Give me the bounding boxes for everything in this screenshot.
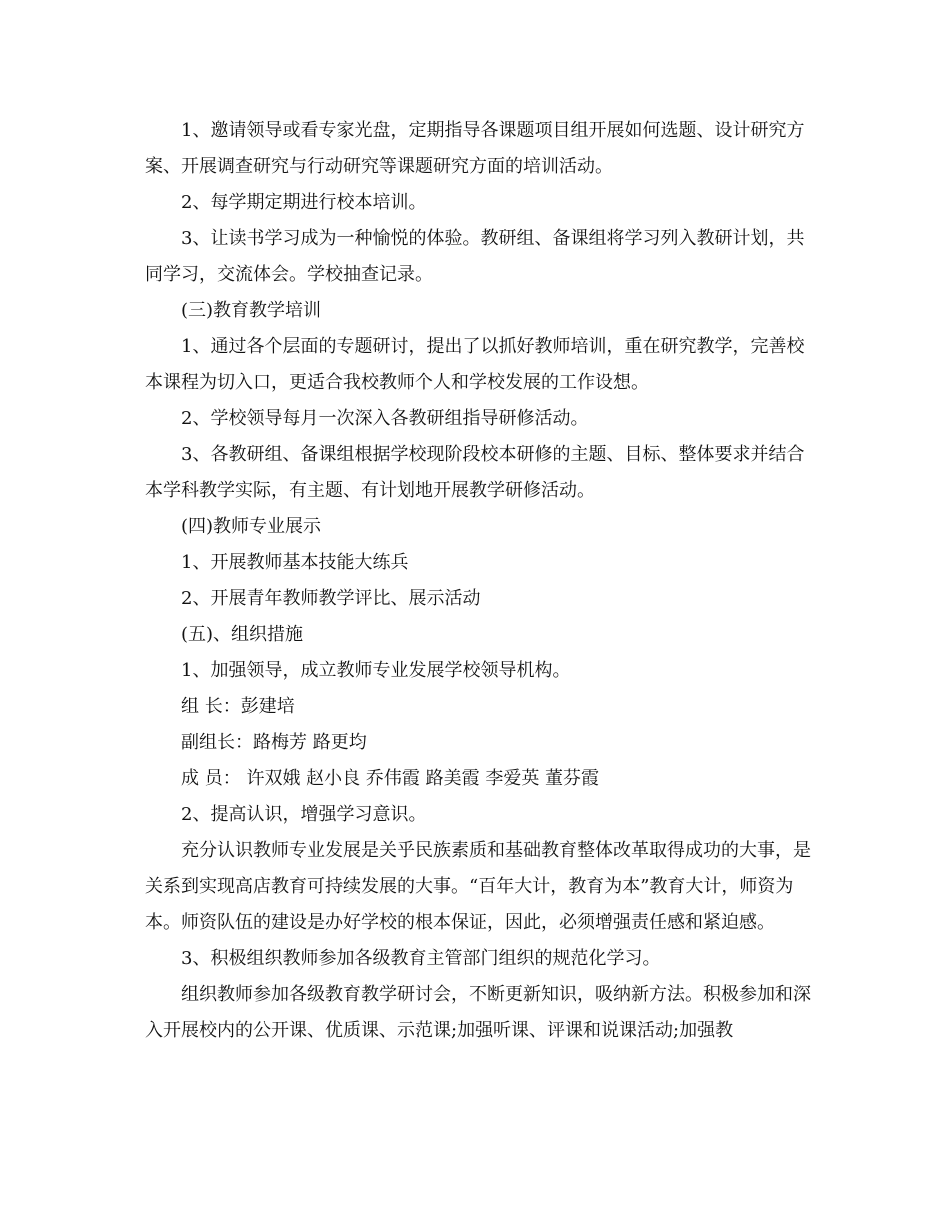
- members-line: 成 员： 许双娥 赵小良 乔伟霞 路美霞 李爱英 董芬霞: [181, 768, 600, 789]
- paragraph: 2、开展青年教师教学评比、展示活动: [181, 588, 481, 609]
- paragraph: 2、每学期定期进行校本培训。: [181, 192, 427, 213]
- paragraph: 3、让读书学习成为一种愉悦的体验。教研组、备课组将学习列入教研计划，共同学习，交流体会。学校抽查记录。: [145, 228, 805, 285]
- paragraph: 3、各教研组、备课组根据学校现阶段校本研修的主题、目标、整体要求并结合本学科教学实际，有主题、有计划地开展教学研修活动。: [145, 444, 805, 501]
- section-heading: (四)教师专业展示: [181, 516, 322, 537]
- section-heading: (五)、组织措施: [181, 624, 304, 645]
- section-heading: (三)教育教学培训: [181, 300, 322, 321]
- paragraph: 1、开展教师基本技能大练兵: [181, 552, 409, 573]
- paragraph: 3、积极组织教师参加各级教育主管部门组织的规范化学习。: [181, 948, 661, 969]
- paragraph: 1、通过各个层面的专题研讨，提出了以抓好教师培训，重在研究教学，完善校本课程为切入口，更适合我校教师个人和学校发展的工作设想。: [145, 336, 805, 393]
- paragraph: 组织教师参加各级教育教学研讨会，不断更新知识，吸纳新方法。积极参加和深入开展校内的公开课、优质课、示范课;加强听课、评课和说课活动;加强教: [145, 984, 811, 1041]
- paragraph: 1、加强领导，成立教师专业发展学校领导机构。: [181, 660, 571, 681]
- paragraph: 2、学校领导每月一次深入各教研组指导研修活动。: [181, 408, 589, 429]
- deputy-leader-line: 副组长：路梅芳 路更均: [181, 732, 367, 753]
- paragraph: 2、提高认识，增强学习意识。: [181, 804, 427, 825]
- leader-line: 组 长：彭建培: [181, 696, 295, 717]
- paragraph: 1、邀请领导或看专家光盘，定期指导各课题项目组开展如何选题、设计研究方案、开展调查研究与行动研究等课题研究方面的培训活动。: [145, 120, 805, 177]
- document-body: [145, 113, 815, 1049]
- paragraph: 充分认识教师专业发展是关乎民族素质和基础教育整体改革取得成功的大事，是关系到实现高店教育可持续发展的大事。“百年大计，教育为本”教育大计，师资为本。师资队伍的建设是办好学校的根本保证，因此，必须增强责任感和紧迫感。: [145, 840, 811, 933]
